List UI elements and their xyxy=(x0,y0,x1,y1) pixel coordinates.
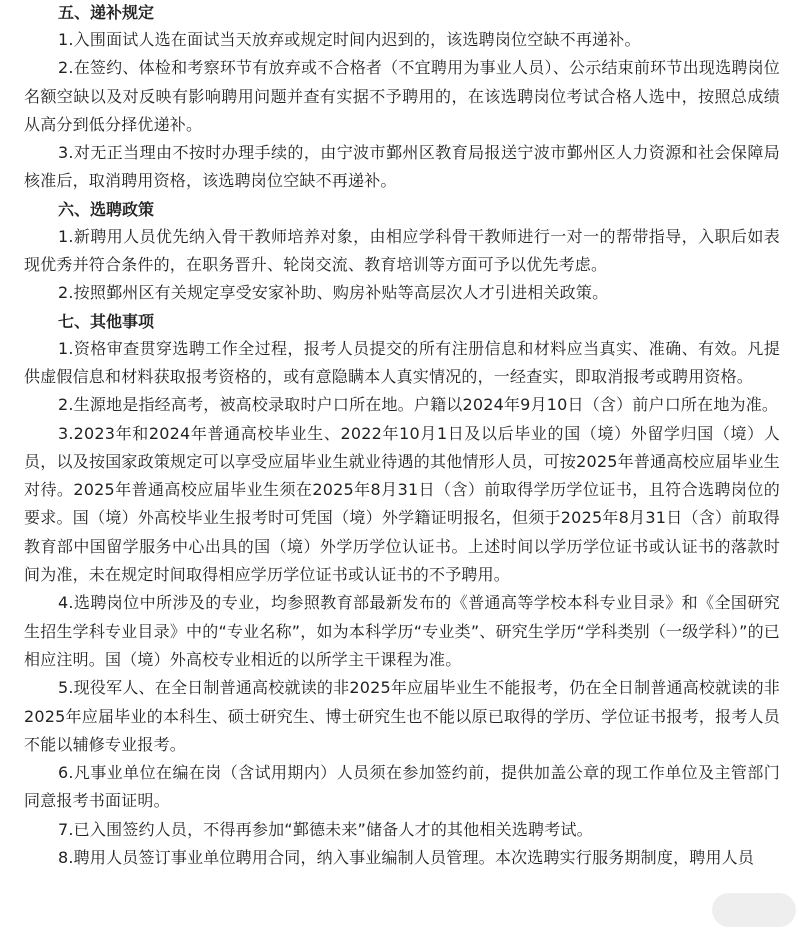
section-recruitment-policy xyxy=(24,196,780,308)
paragraph: 7.已入围签约人员，不得再参加“鄞德未来”储备人才的其他相关选聘考试。 xyxy=(58,819,593,839)
paragraph: 2.生源地是指经高考，被高校录取时户口所在地。户籍以2024年9月10日（含）前户口所在地为准。 xyxy=(58,395,779,415)
section-heading: 七、其他事项 xyxy=(58,311,155,331)
paragraph: 3.对无正当理由不按时办理手续的，由宁波市鄞州区教育局报送宁波市鄞州区人力资源和社会保障局核准后，取消聘用资格，该选聘岗位空缺不再递补。 xyxy=(24,143,780,191)
paragraph: 5.现役军人、在全日制普通高校就读的非2025年应届毕业生不能报考，仍在全日制普通高校就读的非2025年应届毕业的本科生、硕士研究生、博士研究生也不能以原已取得的学历、学位证书报考，报考人员不能以辅修专业报考。 xyxy=(24,678,780,754)
paragraph: 4.选聘岗位中所涉及的专业，均参照教育部最新发布的《普通高等学校本科专业目录》和《全国研究生招生学科专业目录》中的“专业名称”，如为本科学历“专业类”、研究生学历“学科类别（一级学科）”的已相应注明。国（境）外高校专业相近的以所学主干课程为准。 xyxy=(24,593,780,669)
paragraph: 6.凡事业单位在编在岗（含试用期内）人员须在参加签约前，提供加盖公章的现工作单位及主管部门同意报考书面证明。 xyxy=(24,763,780,811)
paragraph: 1.新聘用人员优先纳入骨干教师培养对象，由相应学科骨干教师进行一对一的帮带指导，入职后如表现优秀并符合条件的，在职务晋升、轮岗交流、教育培训等方面可予以优先考虑。 xyxy=(24,226,780,275)
watermark-logo xyxy=(712,893,796,927)
paragraph: 1.入围面试人选在面试当天放弃或规定时间内迟到的，该选聘岗位空缺不再递补。 xyxy=(58,30,641,49)
section-heading: 五、递补规定 xyxy=(58,3,155,22)
section-heading: 六、选聘政策 xyxy=(58,199,155,219)
paragraph: 3.2023年和2024年普通高校毕业生、2022年10月1日及以后毕业的国（境）外留学归国（境）人员，以及按国家政策规定可以享受应届毕业生就业待遇的其他情形人员，可按2025年普通高校应届毕业生对待。2025年普通高校应届毕业生须在2025年8月31日（含）前取得学历学位证书，且符合选聘岗位的要求。国（境）外高校毕业生报考时可凭国（境）外学籍证明报名，但须于2025年8月31日（含）前取得教育部中国留学服务中心出具的国（境）外学历学位认证书。上述时间以学历学位证书或认证书的落款时间为准，未在规定时间取得相应学历学位证书或认证书的不予聘用。 xyxy=(24,423,780,585)
section-other-matters xyxy=(24,308,780,873)
paragraph: 2.按照鄞州区有关规定享受安家补助、购房补贴等高层次人才引进相关政策。 xyxy=(58,283,609,303)
paragraph: 1.资格审查贯穿选聘工作全过程，报考人员提交的所有注册信息和材料应当真实、准确、有效。凡提供虚假信息和材料获取报考资格的，或有意隐瞒本人真实情况的，一经查实，即取消报考或聘用资格。 xyxy=(24,338,780,386)
paragraph: 8.聘用人员签订事业单位聘用合同，纳入事业编制人员管理。本次选聘实行服务期制度，聘用人员 xyxy=(58,848,755,868)
paragraph: 2.在签约、体检和考察环节有放弃或不合格者（不宜聘用为事业人员）、公示结束前环节出现选聘岗位名额空缺以及对反映有影响聘用问题并查有实据不予聘用的，在该选聘岗位考试合格人选中，按照总成绩从高分到低分择优递补。 xyxy=(24,58,780,134)
section-recruitment-supplement xyxy=(24,0,780,196)
